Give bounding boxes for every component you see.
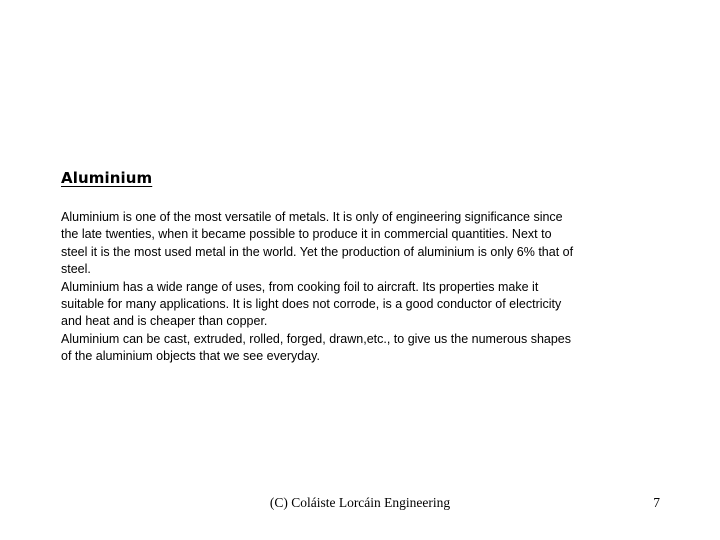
body-line: steel it is the most used metal in the world. Yet the production of aluminium is only 6% that of bbox=[61, 244, 574, 259]
footer-text: (C) Coláiste Lorcáin Engineering bbox=[269, 495, 451, 510]
body-line: suitable for many applications. It is light does not corrode, is a good conductor of electricity bbox=[61, 297, 562, 312]
body-text bbox=[61, 209, 661, 366]
body-line: the late twenties, when it became possible to produce it in commercial quantities. Next to bbox=[61, 227, 552, 242]
body-line: of the aluminium objects that we see everyday. bbox=[61, 349, 320, 364]
page-number: 7 bbox=[653, 495, 660, 510]
body-line: Aluminium is one of the most versatile of metals. It is only of engineering significance since bbox=[61, 210, 563, 224]
body-line: Aluminium can be cast, extruded, rolled, forged, drawn,etc., to give us the numerous shapes bbox=[61, 331, 571, 346]
body-line: and heat and is cheaper than copper. bbox=[61, 314, 268, 329]
slide-title: Aluminium bbox=[61, 169, 153, 187]
body-line: steel. bbox=[61, 262, 91, 277]
body-line: Aluminium has a wide range of uses, from cooking foil to aircraft. Its properties make it bbox=[61, 279, 539, 294]
